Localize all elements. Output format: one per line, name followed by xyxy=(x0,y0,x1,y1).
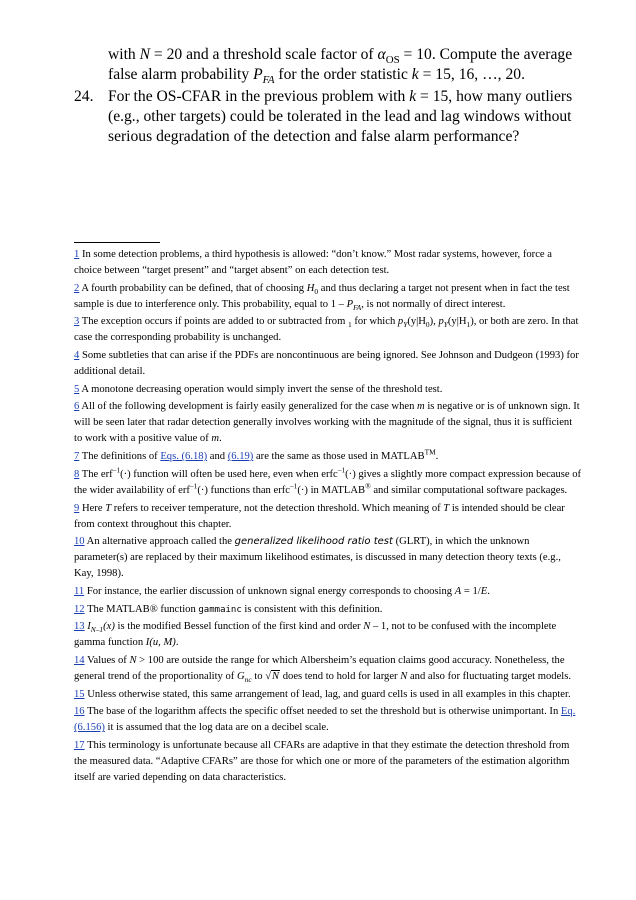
footnote-link[interactable]: 1 xyxy=(74,249,80,260)
footnote-link[interactable]: 10 xyxy=(74,536,85,548)
problem-23-line-1: with N = 20 and a threshold scale factor of $\alpha_{OS} = 10$. Compute the average xyxy=(108,46,573,67)
footnote-link[interactable]: 2 xyxy=(74,282,80,294)
footnote-11: 11 For instance, the earlier discussion of unknown signal energy corresponds to choosing A = 1/E. xyxy=(74,585,490,597)
problem-23-continuation xyxy=(74,45,594,85)
problem-24 xyxy=(74,87,594,147)
footnote-4: 4 Some subtleties that can arise if the PDFs are noncontinuous are being ignored. See Johnson and Dudgeon (1993) for additional detail. xyxy=(74,350,579,378)
footnote-9: 9 Here T refers to receiver temperature, not the detection threshold. Which meaning of T is intended should be clear from context throughout this chapter. xyxy=(74,502,565,530)
footnote-link[interactable]: 16 xyxy=(74,706,85,718)
problem-text xyxy=(74,45,594,147)
footnotes xyxy=(74,247,582,788)
footnote-link[interactable]: 13 xyxy=(74,621,85,633)
footnote-3: 3 The exception occurs if points are added to or subtracted from $_1$ for which $p_Y(y|H_0)$, $p_Y(y|H_1)$, or both are zero. In that case the corresponding probability is unchanged. xyxy=(74,316,579,344)
footnote-2: 2 A fourth probability can be defined, that of choosing $H_0$ and thus declaring a target not present when in fact the test sample is due to interference only. This probability, equal to $1 - P_{FA}$, is not normally of direct interest. xyxy=(74,282,570,312)
footnote-15: 15 Unless otherwise stated, this same arrangement of lead, lag, and guard cells is used in all examples in this chapter. xyxy=(74,688,571,700)
footnote-17: 17 This terminology is unfortunate because all CFARs are adaptive in that they estimate the detection threshold from the measured data. “Adaptive CFARs” are those for which one or more of the parameters of the estimation algorithm itself are varied depending on data characteristics. xyxy=(74,740,570,783)
footnote-1: 1 In some detection problems, a third hypothesis is allowed: “don’t know.” Most radar systems, however, force a choice between “target present” and “target absent” on each detection test. xyxy=(74,249,552,276)
footnote-link[interactable]: 15 xyxy=(74,688,85,700)
footnote-link[interactable]: 4 xyxy=(74,350,80,362)
problem-23-line-2: false alarm probability $P_{FA}$ for the order statistic k = 15, 16, …, 20. xyxy=(108,66,525,87)
footnote-link[interactable]: 5 xyxy=(74,383,80,395)
footnote-16: 16 The base of the logarithm affects the specific offset needed to set the threshold but is otherwise unimportant. In Eq. (6.156) it is assumed that the log data are on a decibel scale. xyxy=(74,706,576,734)
footnote-10: 10 An alternative approach called the generalized likelihood ratio test (GLRT), in which the unknown parameter(s) are replaced by their maximum likelihood estimates, is discussed in many detection theory texts (e.g., Kay, 1998). xyxy=(74,536,561,580)
footnote-link[interactable]: 9 xyxy=(74,502,80,514)
footnote-link[interactable]: 12 xyxy=(74,603,85,615)
problem-24-text: For the OS-CFAR in the previous problem with k = 15, how many outliers (e.g., other targets) could be tolerated in the lead and lag windows without serious degradation of the detection and false alarm performance? xyxy=(108,88,573,145)
footnote-separator xyxy=(74,242,160,243)
footnote-link[interactable]: 8 xyxy=(74,468,80,480)
footnote-14: 14 Values of N > 100 are outside the range for which Albersheim’s equation claims good accuracy. Nonetheless, the general trend of the proportionality of $G_{nc}$ to √N does tend to hold for larger N and also for fluctuating target models. xyxy=(74,654,571,685)
footnote-link[interactable]: 17 xyxy=(74,740,85,751)
equation-link[interactable]: (6.19) xyxy=(227,451,254,463)
footnote-8: 8 The erf$^{-1}$(·) function will often be used here, even when erfc$^{-1}$(·) gives a slightly more compact expression because of the wider availability of erf$^{-1}$(·) functions than erfc$^{-1}$(·) in MATLAB® and similar computational software packages. xyxy=(74,465,582,496)
square-root-symbol: √N xyxy=(265,670,280,682)
footnote-12: 12 The MATLAB® function gammainc is consistent with this definition. xyxy=(74,603,383,615)
footnote-link[interactable]: 3 xyxy=(74,316,80,328)
problem-number: 24. xyxy=(74,88,94,105)
equation-link[interactable]: Eq. (6.156) xyxy=(74,706,576,734)
code-text: gammainc xyxy=(198,604,242,615)
footnote-7: 7 The definitions of Eqs. (6.18) and (6.19) are the same as those used in MATLAB™. xyxy=(74,447,439,463)
footnote-link[interactable]: 7 xyxy=(74,451,80,463)
footnote-5: 5 A monotone decreasing operation would simply invert the sense of the threshold test. xyxy=(74,383,443,395)
footnote-link[interactable]: 6 xyxy=(74,401,80,413)
footnote-link[interactable]: 11 xyxy=(74,585,85,597)
footnote-6: 6 All of the following development is fairly easily generalized for the case when m is negative or is of unknown sign. It will be seen later that radar detection generally involves working with the magnitude of the signal, thus it is sufficient to work with a positive value of m. xyxy=(74,401,580,445)
footnote-13: 13 $I_{N-1}(x)$ is the modified Bessel function of the first kind and order N – 1, not to be confused with the incomplete gamma function I(u, M). xyxy=(74,621,557,649)
footnote-link[interactable]: 14 xyxy=(74,654,85,666)
equation-link[interactable]: Eqs. (6.18) xyxy=(160,451,208,463)
